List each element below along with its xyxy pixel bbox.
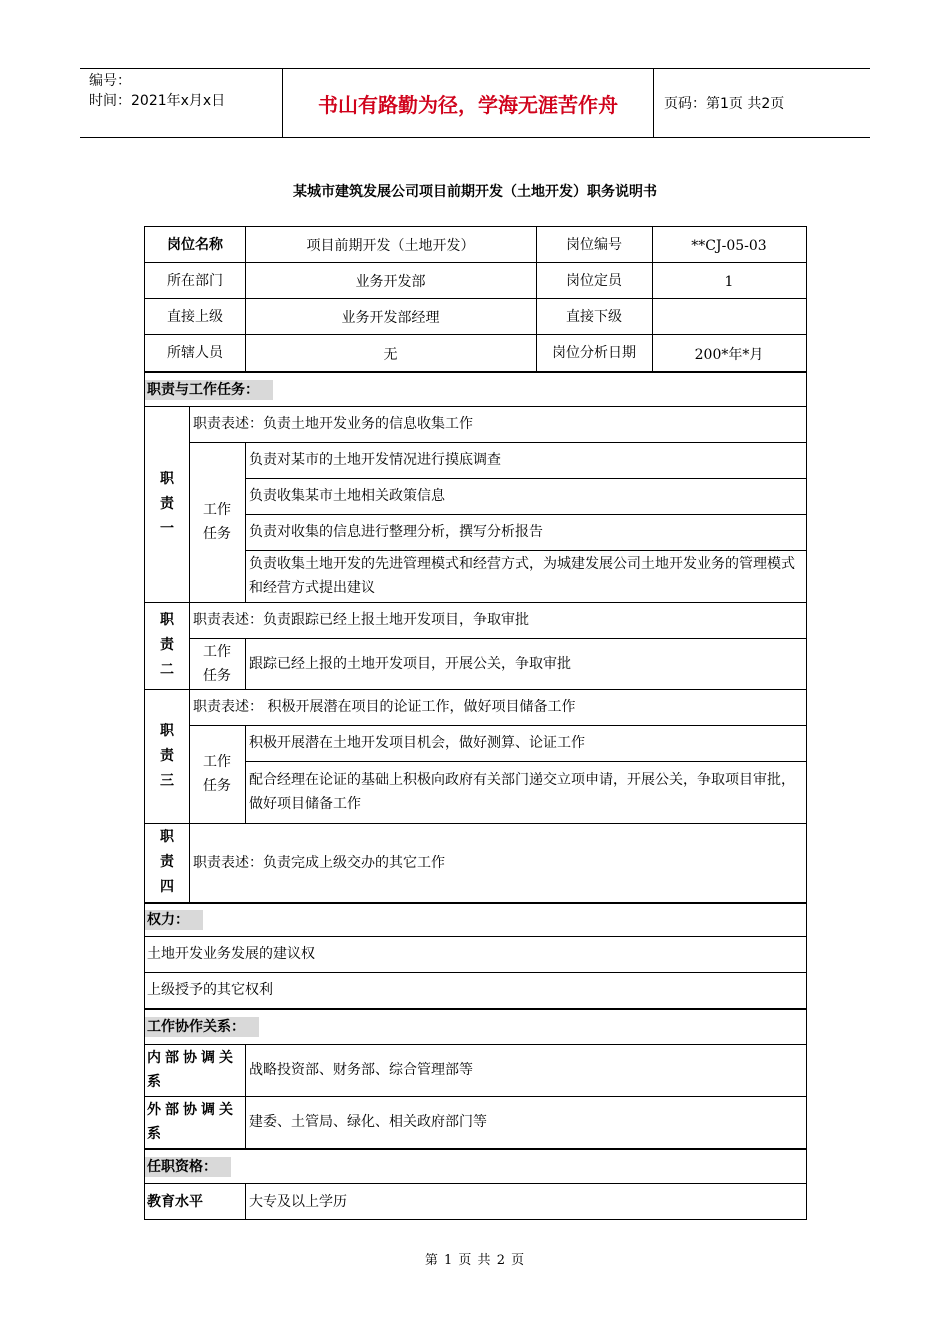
subordinate-label: 直接下级 xyxy=(566,308,622,325)
duty-1-task-4: 负责收集土地开发的先进管理模式和经营方式，为城建发展公司土地开发业务的管理模式和经营方式提出建议 xyxy=(249,556,795,596)
superior-value: 业务开发部经理 xyxy=(341,310,440,326)
quota-value: 1 xyxy=(724,274,734,290)
duties-section-title: 职责与工作任务： xyxy=(145,380,273,400)
analysis-date-label: 岗位分析日期 xyxy=(552,345,636,361)
internal-relation-label: 内部协调关系 xyxy=(147,1050,237,1090)
header-slogan-cell xyxy=(282,69,654,137)
duty-2-task-label: 工作 任务 xyxy=(203,643,231,684)
external-relation-label: 外部协调关系 xyxy=(147,1102,237,1142)
duty-4-label: 职 责 四 xyxy=(160,829,174,895)
power-section-header xyxy=(145,904,203,936)
page-label: 页码：第1页 共2页 xyxy=(664,96,785,112)
post-name-label: 岗位名称 xyxy=(167,236,223,253)
power-item-2: 上级授予的其它权利 xyxy=(147,982,273,998)
page-footer: 第 1 页 共 2 页 xyxy=(424,1253,526,1268)
qualification-section-header xyxy=(145,1150,231,1183)
duty-1-statement: 职责表述：负责土地开发业务的信息收集工作 xyxy=(193,416,473,432)
header-left xyxy=(80,69,282,137)
time-label: 时间：2021年x月x日 xyxy=(89,93,226,109)
job-description-table xyxy=(144,226,807,1220)
duties-section-header xyxy=(145,373,273,406)
duty-3-label: 职 责 三 xyxy=(160,722,174,789)
document-title: 某城市建筑发展公司项目前期开发（土地开发）职务说明书 xyxy=(293,184,657,200)
internal-relation-value: 战略投资部、财务部、综合管理部等 xyxy=(249,1062,473,1078)
duty-1-task-2: 负责收集某市土地相关政策信息 xyxy=(249,488,445,504)
header-slogan: 书山有路勤为径，学海无涯苦作舟 xyxy=(318,92,618,117)
relation-section-header xyxy=(145,1010,259,1044)
staff-label: 所辖人员 xyxy=(167,345,223,361)
duty-3-task-1: 积极开展潜在土地开发项目机会，做好测算、论证工作 xyxy=(249,735,585,751)
qualification-section-title: 任职资格： xyxy=(145,1157,231,1177)
duty-2-task-1: 跟踪已经上报的土地开发项目，开展公关，争取审批 xyxy=(249,655,571,672)
duty-2-label: 职 责 二 xyxy=(160,612,174,678)
dept-value: 业务开发部 xyxy=(355,274,426,290)
external-relation-value: 建委、土管局、绿化、相关政府部门等 xyxy=(249,1114,487,1130)
duty-1-task-1: 负责对某市的土地开发情况进行摸底调查 xyxy=(249,452,501,468)
superior-label: 直接上级 xyxy=(167,308,223,325)
duty-1-task-3: 负责对收集的信息进行整理分析，撰写分析报告 xyxy=(249,524,543,540)
post-name-value: 项目前期开发（土地开发） xyxy=(306,238,475,254)
power-section-title: 权力： xyxy=(145,910,203,930)
staff-value: 无 xyxy=(383,347,398,363)
number-label: 编号： xyxy=(89,73,131,89)
relation-section-title: 工作协作关系： xyxy=(145,1017,259,1037)
post-code-label: 岗位编号 xyxy=(566,236,622,253)
education-value: 大专及以上学历 xyxy=(249,1193,347,1210)
duty-1-task-label: 工作 任务 xyxy=(203,502,231,542)
page-header xyxy=(80,68,870,138)
power-item-1: 土地开发业务发展的建议权 xyxy=(147,946,315,962)
duty-2-statement: 职责表述：负责跟踪已经上报土地开发项目，争取审批 xyxy=(193,612,529,628)
dept-label: 所在部门 xyxy=(167,272,223,289)
duty-3-statement: 职责表述： 积极开展潜在项目的论证工作，做好项目储备工作 xyxy=(193,699,576,715)
duty-1-label: 职 责 一 xyxy=(160,470,174,537)
quota-label: 岗位定员 xyxy=(566,272,622,289)
subordinate-value xyxy=(652,299,806,334)
post-code-value: **CJ-05-03 xyxy=(691,238,767,254)
education-label: 教育水平 xyxy=(147,1193,203,1210)
duty-3-task-label: 工作 任务 xyxy=(203,754,231,794)
duty-4-statement: 职责表述：负责完成上级交办的其它工作 xyxy=(193,854,445,871)
analysis-date-value: 200*年*月 xyxy=(694,347,764,363)
duty-3-task-2: 配合经理在论证的基础上积极向政府有关部门递交立项申请，开展公关，争取项目审批，做好项目储备工作 xyxy=(249,772,795,812)
